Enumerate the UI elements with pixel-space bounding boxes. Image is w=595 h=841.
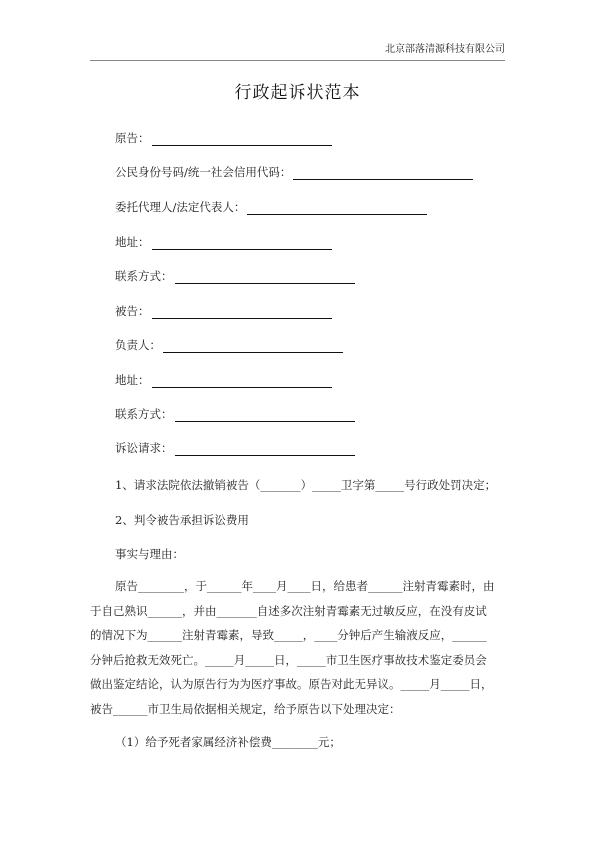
id-number-label: 公民身份号码/统一社会信用代码： — [115, 165, 292, 179]
facts-line: 原告________，于______年____月____日，给患者______注射青霉素时，由 — [115, 579, 495, 593]
claims-label: 诉讼请求： — [115, 441, 173, 455]
plaintiff-field — [115, 130, 332, 146]
plaintiff-label: 原告： — [115, 131, 150, 145]
defendant-contact-label: 联系方式： — [115, 407, 173, 421]
facts-heading: 事实与理由： — [115, 547, 184, 561]
plaintiff-address-blank[interactable] — [152, 237, 332, 250]
plaintiff-address-label: 地址： — [115, 235, 150, 249]
defendant-field — [115, 303, 332, 319]
company-name: 北京部落清源科技有限公司 — [385, 44, 505, 55]
agent-label: 委托代理人/法定代表人： — [115, 200, 246, 214]
id-number-blank[interactable] — [293, 167, 473, 180]
facts-paragraph — [90, 574, 506, 721]
claims-blank[interactable] — [175, 443, 355, 456]
claims-field — [115, 440, 355, 456]
plaintiff-contact-label: 联系方式： — [115, 269, 173, 283]
document-title: 行政起诉状范本 — [234, 83, 361, 103]
plaintiff-contact-blank[interactable] — [175, 271, 355, 284]
defendant-contact-field — [115, 406, 355, 422]
defendant-contact-blank[interactable] — [175, 409, 355, 422]
header-divider — [90, 60, 505, 61]
facts-line: 做出鉴定结论，认为原告行为为医疗事故。原告对此无异议。_____月_____日， — [90, 677, 493, 691]
facts-line: 分钟后抢救无效死亡。_____月_____日，_____市卫生医疗事故技术鉴定委员会 — [90, 652, 487, 667]
facts-line: 的情况下为______注射青霉素，导致_____，____分钟后产生输液反应，______ — [90, 628, 487, 642]
request-item-2: 2、判令被告承担诉讼费用 — [115, 513, 249, 527]
defendant-blank[interactable] — [152, 306, 332, 319]
plaintiff-contact-field — [115, 268, 355, 284]
plaintiff-address-field — [115, 234, 332, 250]
id-number-field — [115, 164, 473, 180]
request-item-1: 1、请求法院依法撤销被告（_______）_____卫字第_____号行政处罚决定； — [115, 478, 497, 492]
plaintiff-blank[interactable] — [152, 133, 332, 146]
decision-item-1: （1）给予死者家属经济补偿费________元； — [115, 735, 341, 749]
defendant-label: 被告： — [115, 304, 150, 318]
defendant-address-label: 地址： — [115, 373, 150, 387]
responsible-person-field — [115, 337, 343, 353]
responsible-person-blank[interactable] — [163, 340, 343, 353]
agent-field — [115, 199, 427, 215]
agent-blank[interactable] — [247, 202, 427, 215]
defendant-address-field — [115, 372, 332, 388]
facts-line: 被告______市卫生局依据相关规定，给予原告以下处理决定： — [90, 701, 401, 716]
responsible-person-label: 负责人： — [115, 338, 161, 352]
defendant-address-blank[interactable] — [152, 375, 332, 388]
facts-line: 于自己熟识______，并由_______自述多次注射青霉素无过敏反应，在没有皮试 — [90, 603, 487, 618]
